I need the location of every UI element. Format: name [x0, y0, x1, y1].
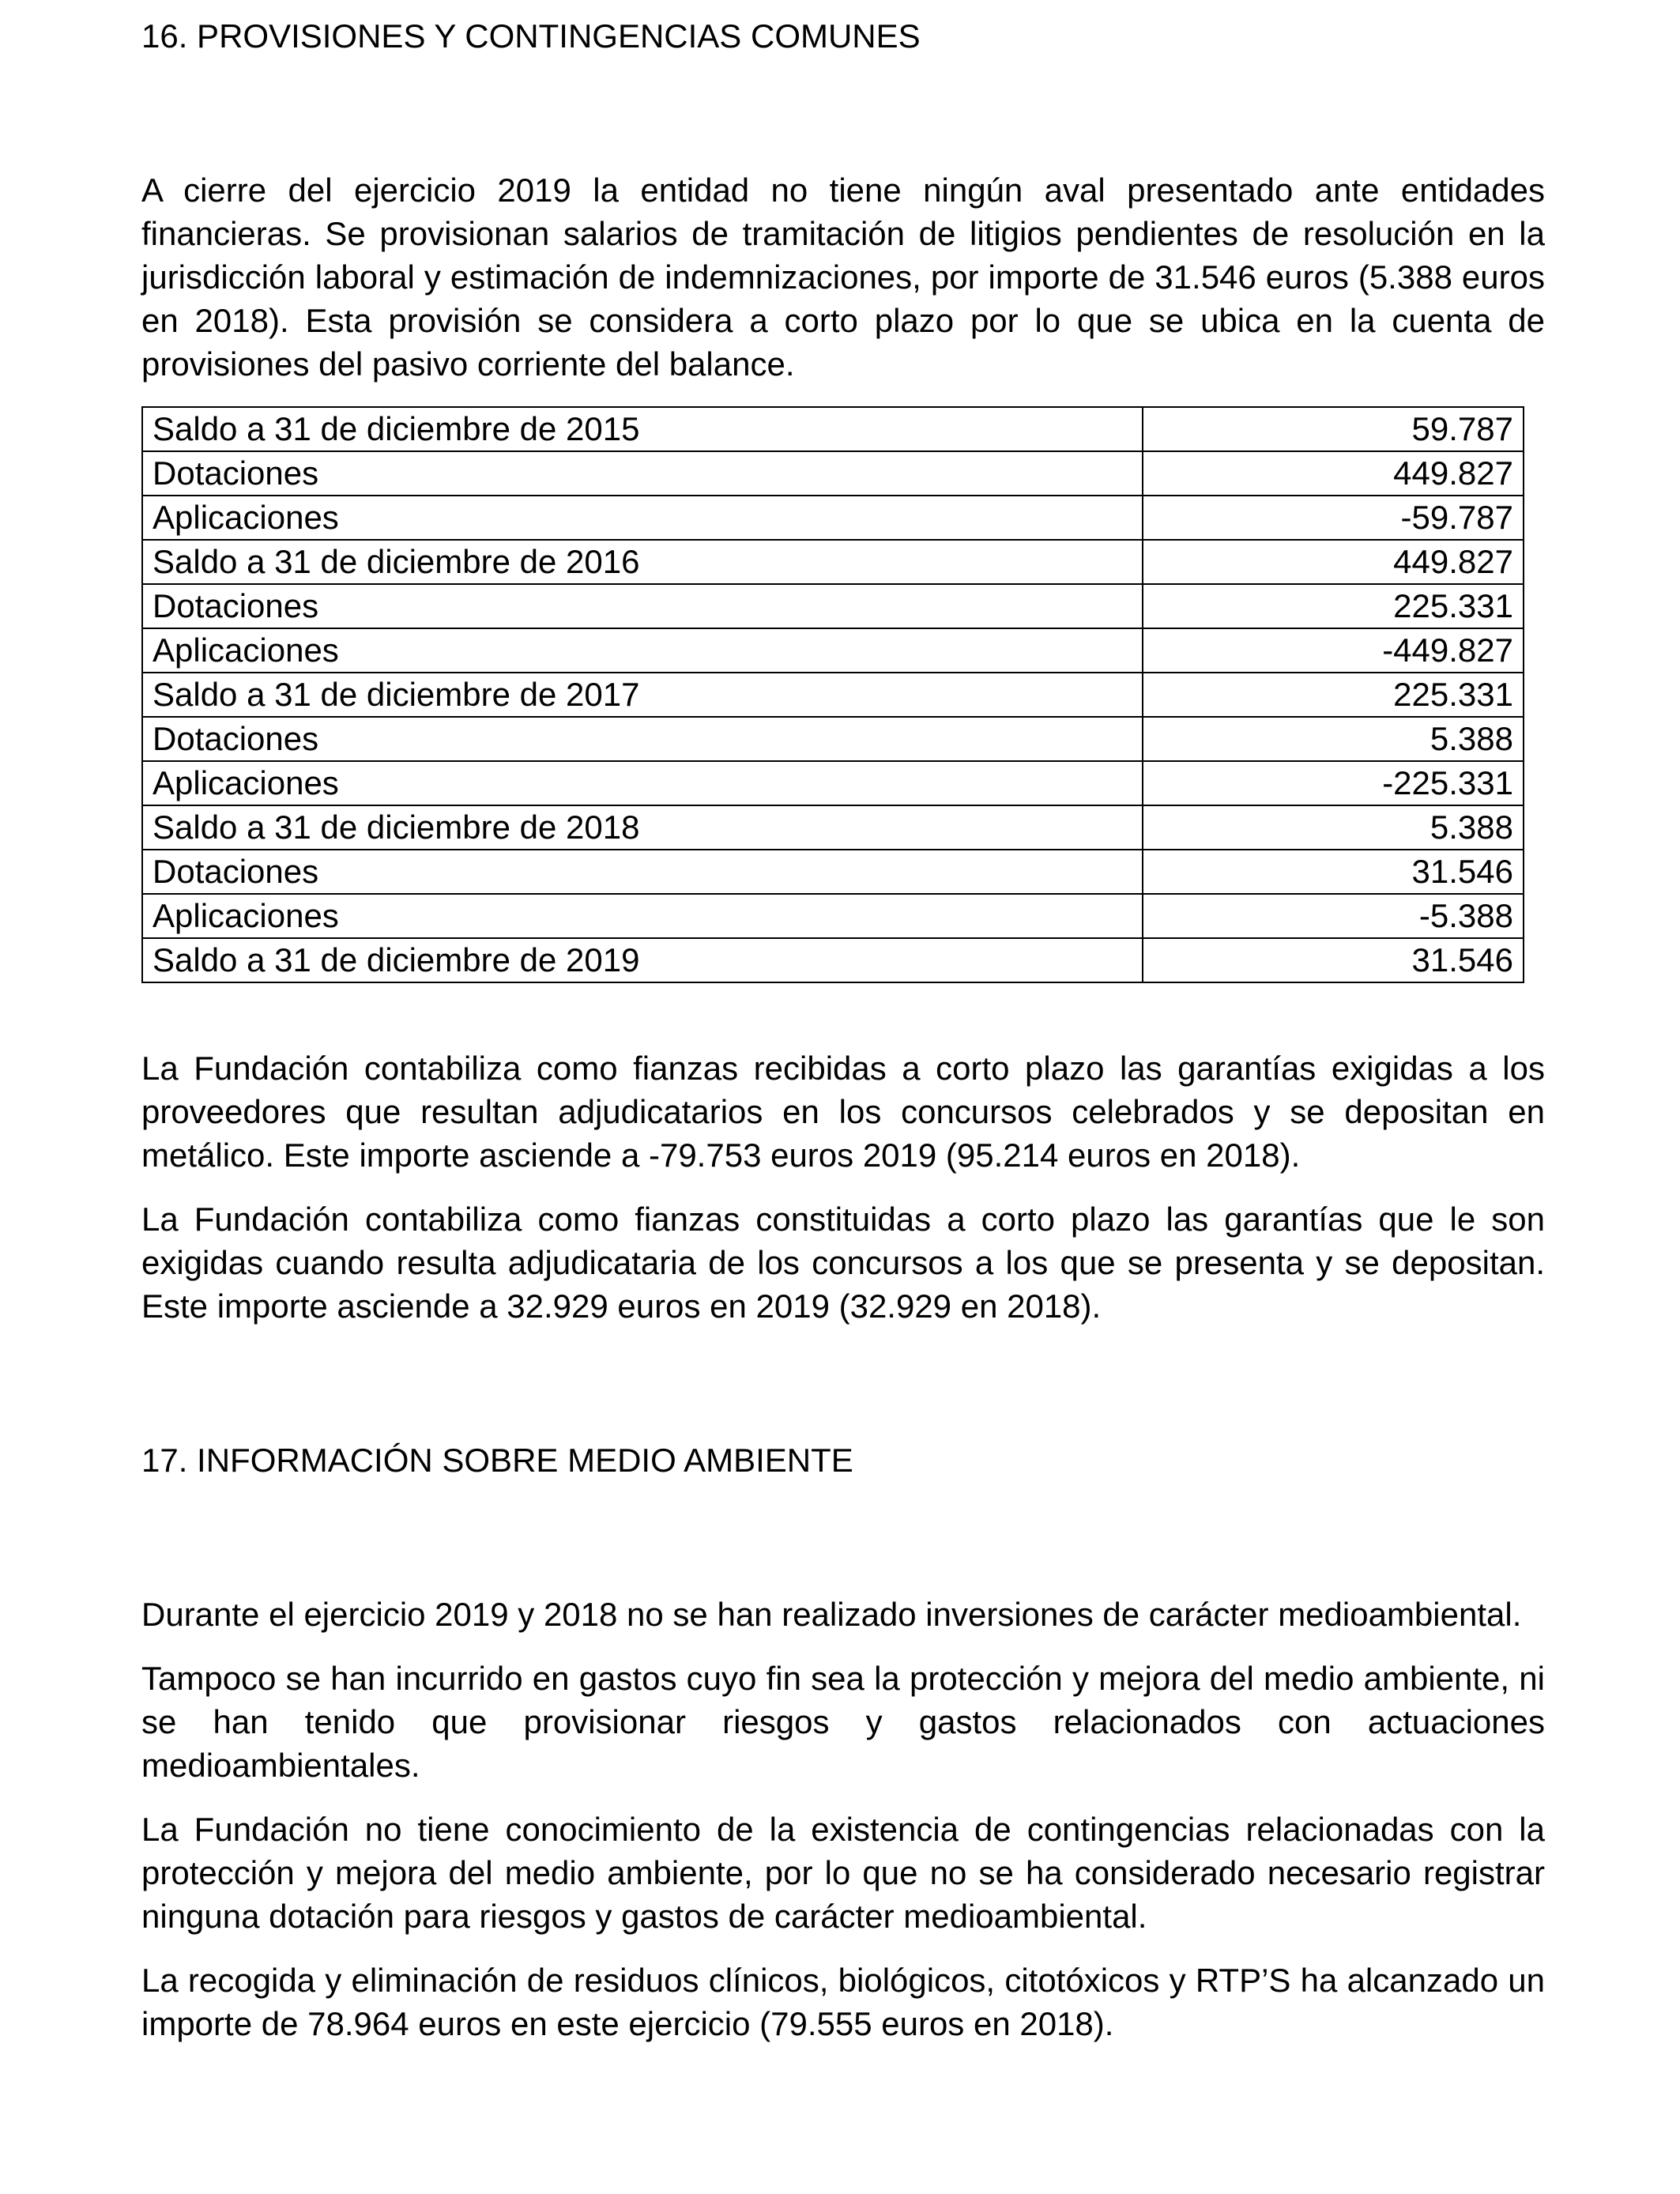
- table-row: [142, 673, 1524, 717]
- row-value: -59.787: [1143, 496, 1524, 540]
- row-label: Saldo a 31 de diciembre de 2019: [142, 938, 1143, 982]
- row-label: Dotaciones: [142, 584, 1143, 628]
- table-row: [142, 584, 1524, 628]
- row-label: Dotaciones: [142, 451, 1143, 496]
- environment-paragraph: Tampoco se han incurrido en gastos cuyo fin sea la protección y mejora del medio ambiente, ni se han tenido que provisionar riesgos y gastos relacionados con actuaciones medioambientales.: [141, 1660, 1545, 1784]
- section-16-intro-paragraph: A cierre del ejercicio 2019 la entidad no tiene ningún aval presentado ante entidades financieras. Se provisionan salarios de tramitación de litigios pendientes de resolución en la jurisdicción laboral y estimación de indemnizaciones, por importe de 31.546 euros (5.388 euros en 2018). Esta provisión se considera a corto plazo por lo que se ubica en la cuenta de provisiones del pasivo corriente del balance.: [141, 172, 1545, 383]
- row-label: Dotaciones: [142, 717, 1143, 761]
- row-value: 5.388: [1143, 805, 1524, 850]
- environment-paragraph: Durante el ejercicio 2019 y 2018 no se han realizado inversiones de carácter medioambiental.: [141, 1596, 1522, 1633]
- section-17-body: [141, 1593, 1545, 2045]
- row-value: -449.827: [1143, 628, 1524, 673]
- row-value: 5.388: [1143, 717, 1524, 761]
- section-16-title: 16. PROVISIONES Y CONTINGENCIAS COMUNES: [141, 17, 921, 55]
- row-value: 31.546: [1143, 938, 1524, 982]
- row-label: Saldo a 31 de diciembre de 2017: [142, 673, 1143, 717]
- row-value: 59.787: [1143, 407, 1524, 451]
- row-label: Aplicaciones: [142, 628, 1143, 673]
- row-value: 449.827: [1143, 540, 1524, 584]
- row-value: 31.546: [1143, 850, 1524, 894]
- row-value: -5.388: [1143, 894, 1524, 938]
- table-row: [142, 496, 1524, 540]
- row-label: Aplicaciones: [142, 761, 1143, 805]
- row-label: Dotaciones: [142, 850, 1143, 894]
- environment-paragraph: La recogida y eliminación de residuos clínicos, biológicos, citotóxicos y RTP’S ha alcanzado un importe de 78.964 euros en este ejercicio (79.555 euros en 2018).: [141, 1962, 1545, 2042]
- row-label: Aplicaciones: [142, 496, 1143, 540]
- row-value: 225.331: [1143, 584, 1524, 628]
- table-row: [142, 540, 1524, 584]
- row-label: Aplicaciones: [142, 894, 1143, 938]
- provisions-table: [141, 406, 1524, 983]
- row-label: Saldo a 31 de diciembre de 2015: [142, 407, 1143, 451]
- table-row: [142, 451, 1524, 496]
- document-page: [141, 14, 1545, 2066]
- section-17-title: 17. INFORMACIÓN SOBRE MEDIO AMBIENTE: [141, 1442, 853, 1479]
- row-label: Saldo a 31 de diciembre de 2016: [142, 540, 1143, 584]
- table-row: [142, 850, 1524, 894]
- table-row: [142, 628, 1524, 673]
- table-row: [142, 717, 1524, 761]
- row-value: 449.827: [1143, 451, 1524, 496]
- row-label: Saldo a 31 de diciembre de 2018: [142, 805, 1143, 850]
- table-row: [142, 761, 1524, 805]
- table-row: [142, 407, 1524, 451]
- table-row: [142, 894, 1524, 938]
- row-value: 225.331: [1143, 673, 1524, 717]
- fianzas-constituidas-paragraph: La Fundación contabiliza como fianzas constituidas a corto plazo las garantías que le son exigidas cuando resulta adjudicataria de los concursos a los que se presenta y se depositan. Este importe asciende a 32.929 euros en 2019 (32.929 en 2018).: [141, 1201, 1545, 1325]
- environment-paragraph: La Fundación no tiene conocimiento de la existencia de contingencias relacionadas con la protección y mejora del medio ambiente, por lo que no se ha considerado necesario registrar ninguna dotación para riesgos y gastos de carácter medioambiental.: [141, 1811, 1545, 1935]
- table-row: [142, 805, 1524, 850]
- fianzas-recibidas-paragraph: La Fundación contabiliza como fianzas recibidas a corto plazo las garantías exigidas a los proveedores que resultan adjudicatarios en los concursos celebrados y se depositan en metálico. Este importe asciende a -79.753 euros 2019 (95.214 euros en 2018).: [141, 1050, 1545, 1174]
- row-value: -225.331: [1143, 761, 1524, 805]
- table-row: [142, 938, 1524, 982]
